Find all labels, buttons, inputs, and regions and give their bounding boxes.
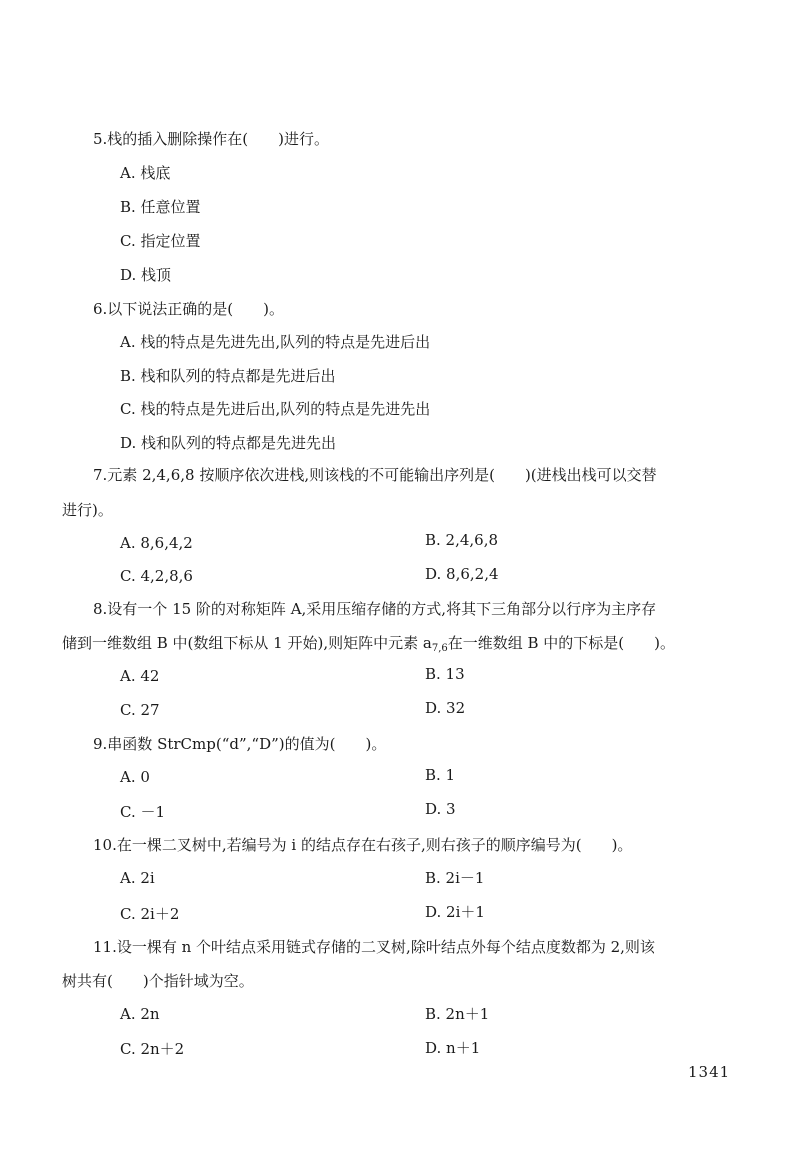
question-7-option-a: A. 8,6,4,2	[120, 534, 193, 552]
question-8-option-d: D. 32	[425, 699, 466, 717]
question-11-option-c: C. 2n＋2	[120, 1040, 185, 1058]
question-11-stem: 11.设一棵有 n 个叶结点采用链式存储的二叉树,除叶结点外每个结点度数都为 2,则该	[93, 938, 655, 956]
question-6-option-b: B. 栈和队列的特点都是先进后出	[120, 367, 336, 385]
question-7-option-c: C. 4,2,8,6	[120, 567, 193, 585]
question-8-option-c: C. 27	[120, 701, 160, 719]
page-number: 1341	[688, 1063, 731, 1081]
element-subscript: 7,6	[431, 643, 448, 654]
question-8-stem: 8.设有一个 15 阶的对称矩阵 A,采用压缩存储的方式,将其下三角部分以行序为主序存	[93, 600, 657, 618]
question-6-stem: 6.以下说法正确的是( )。	[93, 300, 285, 318]
question-5-stem: 5.栈的插入删除操作在( )进行。	[93, 130, 330, 148]
question-9-stem: 9.串函数 StrCmp(“d”,“D”)的值为( )。	[93, 735, 387, 753]
question-10-option-d: D. 2i＋1	[425, 903, 485, 921]
question-9-option-b: B. 1	[425, 766, 456, 784]
question-11-option-b: B. 2n＋1	[425, 1005, 490, 1023]
question-9-option-d: D. 3	[425, 800, 456, 818]
question-8-option-b: B. 13	[425, 665, 465, 683]
question-11-option-a: A. 2n	[120, 1005, 160, 1023]
question-10-stem: 10.在一棵二叉树中,若编号为 i 的结点存在右孩子,则右孩子的顺序编号为( )。	[93, 836, 633, 854]
question-9-option-a: A. 0	[120, 768, 150, 786]
question-8-stem-continued-a: 储到一维数组 B 中(数组下标从 1 开始),则矩阵中元素 a	[62, 634, 432, 652]
question-7-stem-continued: 进行)。	[62, 501, 113, 519]
question-10-option-a: A. 2i	[120, 869, 155, 887]
question-6-option-a: A. 栈的特点是先进先出,队列的特点是先进后出	[120, 333, 431, 351]
question-8-stem-continued-b: 在一维数组 B 中的下标是( )。	[447, 634, 675, 652]
question-7-option-d: D. 8,6,2,4	[425, 565, 499, 583]
question-8-option-a: A. 42	[120, 667, 160, 685]
question-5-option-a: A. 栈底	[120, 164, 171, 182]
question-11-stem-continued: 树共有( )个指针域为空。	[62, 972, 254, 990]
question-6-option-c: C. 栈的特点是先进后出,队列的特点是先进先出	[120, 400, 431, 418]
question-11-option-d: D. n＋1	[425, 1039, 481, 1057]
question-8-stem-continued	[62, 632, 675, 654]
question-10-option-b: B. 2i－1	[425, 869, 485, 887]
question-5-option-d: D. 栈顶	[120, 266, 172, 284]
question-7-stem: 7.元素 2,4,6,8 按顺序依次进栈,则该栈的不可能输出序列是( )(进栈出栈可以交替	[93, 466, 657, 484]
question-5-option-c: C. 指定位置	[120, 232, 201, 250]
question-7-option-b: B. 2,4,6,8	[425, 531, 499, 549]
question-9-option-c: C. －1	[120, 803, 166, 821]
question-10-option-c: C. 2i＋2	[120, 905, 180, 923]
question-5-option-b: B. 任意位置	[120, 198, 201, 216]
question-6-option-d: D. 栈和队列的特点都是先进先出	[120, 434, 337, 452]
